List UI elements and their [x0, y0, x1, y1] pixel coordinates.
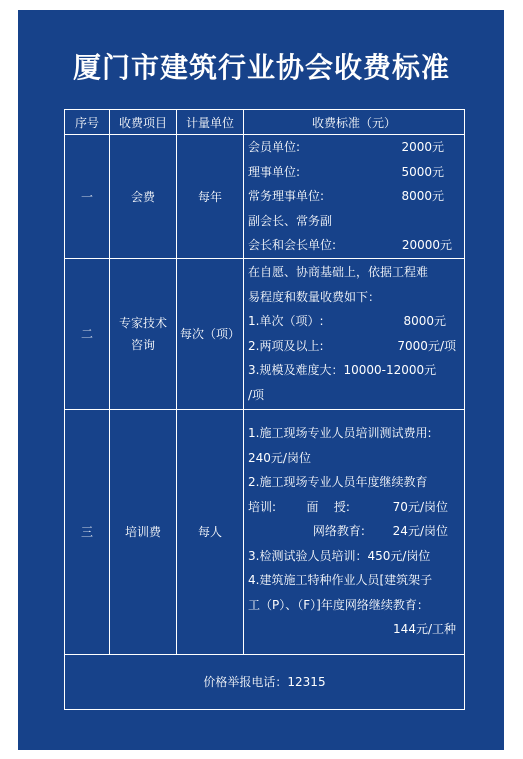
fee-line: 理事单位: 5000元 [248, 164, 444, 179]
fee-line: 工（P）、（F）]年度网络继续教育： [248, 597, 429, 612]
row-no: 一 [65, 135, 110, 259]
row-standard [244, 409, 465, 654]
row-unit: 每人 [177, 409, 244, 654]
table-header-row [65, 110, 465, 135]
table-row [65, 258, 465, 409]
fee-line: 会员单位: 2000元 [248, 140, 444, 154]
table-row [65, 409, 465, 654]
fee-line: /项 [248, 387, 265, 402]
fee-line: 会长和会长单位: 20000元 [248, 238, 452, 252]
row-item: 培训费 [110, 409, 177, 654]
fee-line: 2.施工现场专业人员年度继续教育 [248, 475, 428, 490]
header-unit: 计量单位 [177, 110, 244, 135]
footer-row [65, 654, 465, 709]
row-no: 二 [65, 258, 110, 409]
fee-line: 网络教育: 24元/岗位 [248, 524, 448, 539]
row-unit: 每次（项） [177, 258, 244, 409]
fee-line: 240元/岗位 [248, 450, 311, 465]
fee-line: 1.施工现场专业人员培训测试费用: [248, 426, 432, 441]
row-item: 会费 [110, 135, 177, 259]
header-standard: 收费标准（元） [244, 110, 465, 135]
fee-line: 常务理事单位: 8000元 [248, 189, 444, 203]
fee-line: 副会长、常务副 [248, 213, 333, 228]
header-item: 收费项目 [110, 110, 177, 135]
row-standard [244, 258, 465, 409]
row-no: 三 [65, 409, 110, 654]
fee-line: 2.两项及以上: 7000元/项 [248, 338, 456, 353]
fee-line: 3.检测试验人员培训：450元/岗位 [248, 548, 431, 563]
fee-line: 3.规模及难度大：10000-12000元 [248, 363, 437, 377]
page-title: 厦门市建筑行业协会收费标准 [72, 51, 450, 84]
table-row [65, 135, 465, 259]
fee-table [64, 109, 465, 710]
fee-line: 4.建筑施工特种作业人员[建筑架子 [248, 573, 433, 588]
fee-line: 144元/工种 [393, 622, 456, 637]
fee-line: 培训: 面 授: 70元/岗位 [248, 499, 448, 514]
row-unit: 每年 [177, 135, 244, 259]
row-standard [244, 135, 465, 259]
row-item: 专家技术 咨询 [110, 258, 177, 409]
fee-line: 在自愿、协商基础上，依据工程难 [248, 265, 429, 279]
header-no: 序号 [65, 110, 110, 135]
fee-line: 易程度和数量收费如下： [248, 289, 381, 304]
fee-line: 1.单次（项）: 8000元 [248, 314, 446, 328]
price-report-hotline: 价格举报电话：12315 [65, 654, 465, 709]
